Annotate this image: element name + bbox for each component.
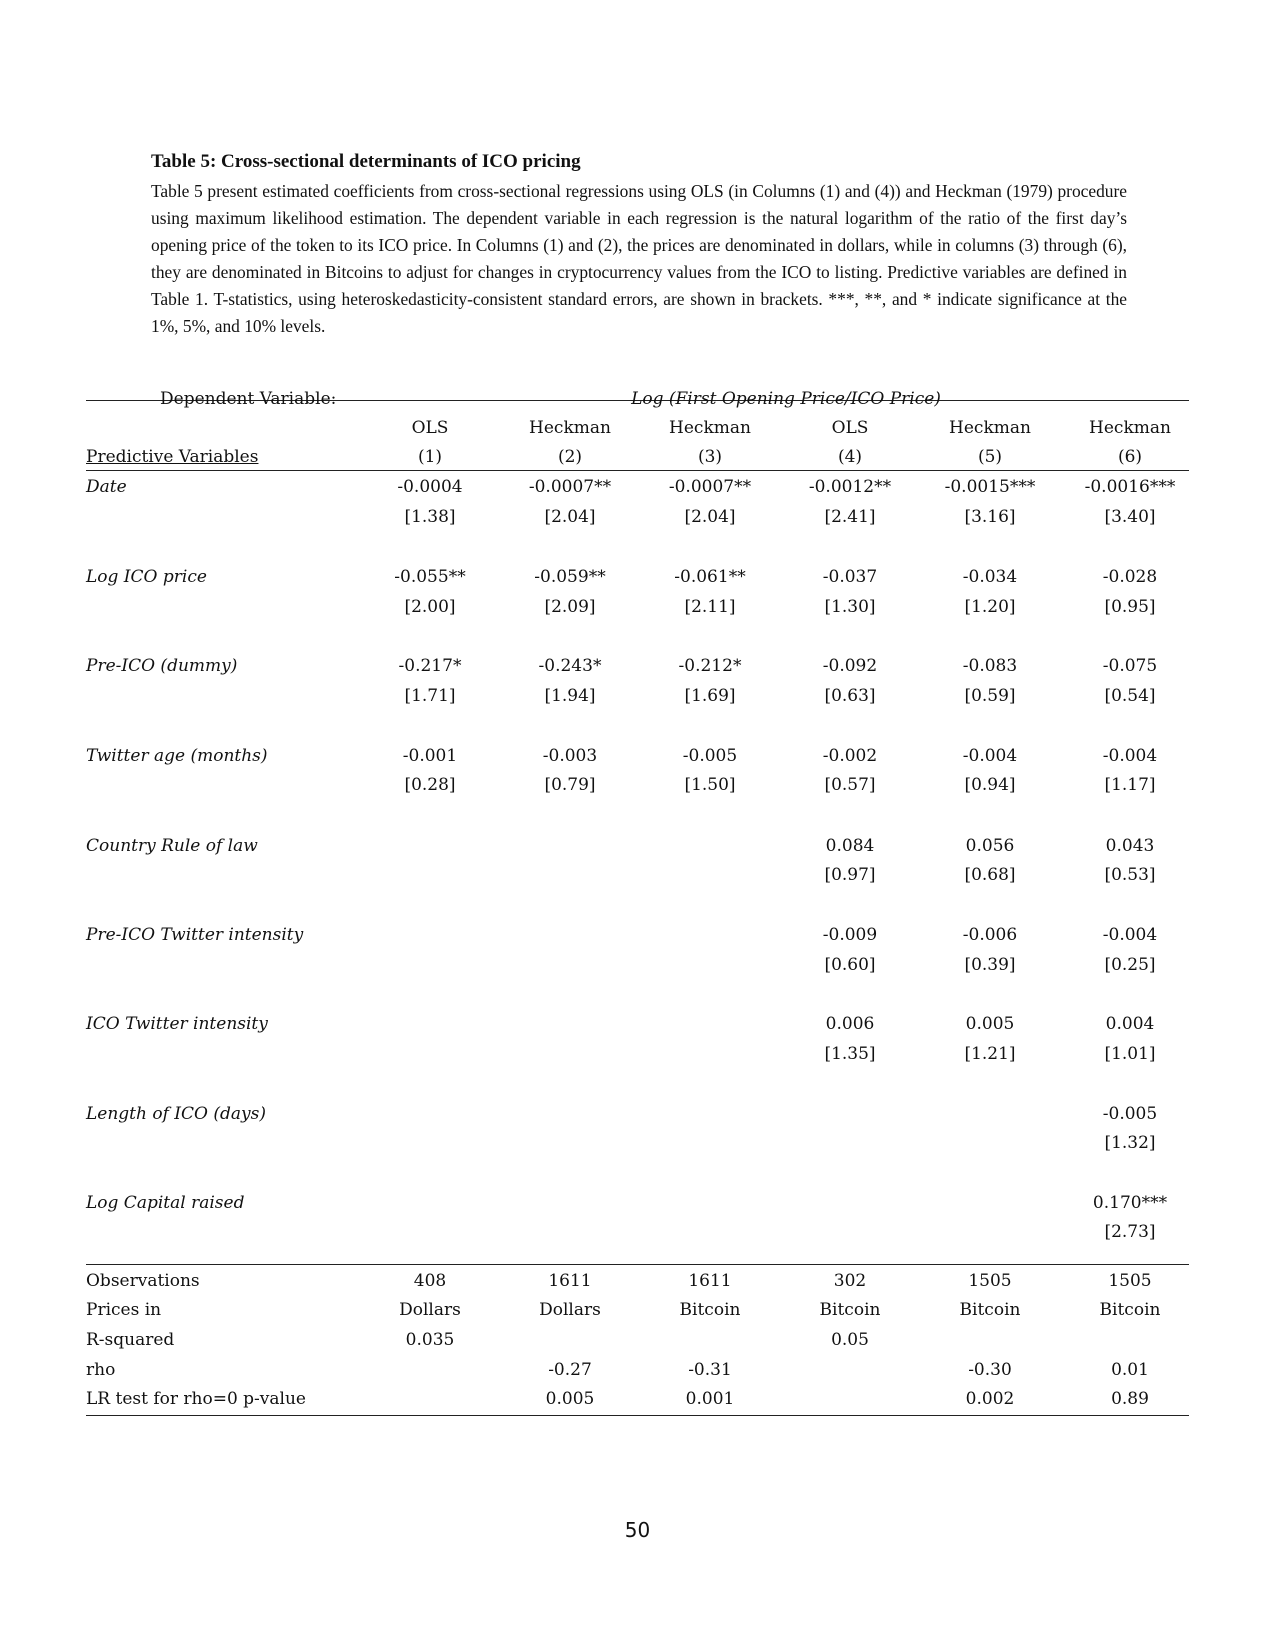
coef-cell: 0.084 [825,836,875,856]
stat-cell: 1505 [968,1271,1012,1291]
variable-label: Country Rule of law [86,836,258,856]
coef-cell: -0.083 [962,656,1018,676]
coef-cell: -0.059** [534,567,606,587]
bottom-rule [86,1415,1189,1416]
stat-cell: Dollars [539,1300,601,1320]
column-number: (3) [697,447,723,467]
column-number: (5) [977,447,1003,467]
stats-row [86,1295,1189,1325]
coef-cell: -0.002 [822,746,878,766]
stat-cell: Bitcoin [819,1300,881,1320]
variable-label: Length of ICO (days) [86,1104,266,1124]
variable-label: Log ICO price [86,567,207,587]
coef-row [86,920,1189,950]
coef-row [86,1009,1189,1039]
stat-cell: 0.002 [965,1389,1015,1409]
dep-var-title: Log (First Opening Price/ICO Price) [631,389,941,409]
tstat-row [86,502,1189,532]
coef-cell: -0.0004 [397,477,463,497]
coef-cell: -0.009 [822,925,878,945]
variable-label: Pre-ICO Twitter intensity [86,925,304,945]
stat-cell: 0.05 [831,1330,869,1350]
stat-label: Prices in [86,1300,162,1320]
stat-cell: 302 [833,1271,867,1291]
coef-row [86,562,1189,592]
tstat-row [86,1039,1189,1069]
coef-cell: -0.005 [1102,1104,1158,1124]
tstat-cell: [2.04] [684,507,736,527]
coef-cell: -0.006 [962,925,1018,945]
stats-row [86,1266,1189,1296]
stat-cell: 1505 [1108,1271,1152,1291]
stat-label: Observations [86,1271,200,1291]
coef-cell: -0.005 [682,746,738,766]
coef-cell: -0.0016*** [1084,477,1176,497]
stat-cell: 1611 [688,1271,732,1291]
coef-cell: -0.037 [822,567,878,587]
coef-cell: -0.243* [538,656,602,676]
coef-cell: -0.0012** [808,477,892,497]
stat-cell: Bitcoin [1099,1300,1161,1320]
table-description: Table 5 present estimated coefficients from cross-sectional regressions using OLS (in Columns (1) and (4)) and Heckman (1979) procedure using maximum likelihood estimation. The dependent variable in each regression is the natural logarithm of the ratio of the first day’s opening price of the token to its ICO price. In Columns (1) and (2), the prices are denominated in dollars, while in columns (3) through (6), they are denominated in Bitcoins to adjust for changes in cryptocurrency values from the ICO to listing. Predictive variables are defined in Table 1. T-statistics, using heteroskedasticity-consistent standard errors, are shown in brackets. ***, **, and * indicate significance at the 1%, 5%, and 10% levels. [151,181,1127,336]
method-header: Heckman [949,418,1031,438]
tstat-cell: [3.16] [964,507,1016,527]
coef-cell: 0.170*** [1092,1193,1168,1213]
column-number: (4) [837,447,863,467]
tstat-cell: [1.94] [544,686,596,706]
tstat-row [86,1217,1189,1247]
coef-cell: -0.0015*** [944,477,1036,497]
tstat-cell: [1.71] [404,686,456,706]
method-header: OLS [831,418,869,438]
stat-cell: Dollars [399,1300,461,1320]
tstat-cell: [1.69] [684,686,736,706]
tstat-cell: [0.59] [964,686,1016,706]
stat-cell: -0.27 [548,1360,592,1380]
coef-row [86,741,1189,771]
coef-cell: -0.004 [1102,925,1158,945]
tstat-cell: [2.73] [1104,1222,1156,1242]
coef-cell: -0.004 [962,746,1018,766]
tstat-row [86,950,1189,980]
tstat-row [86,681,1189,711]
coef-cell: 0.006 [825,1014,875,1034]
tstat-cell: [2.04] [544,507,596,527]
stats-row [86,1384,1189,1414]
stat-cell: Bitcoin [679,1300,741,1320]
coef-cell: -0.061** [674,567,746,587]
stats-row [86,1355,1189,1385]
column-number-row [86,442,1189,472]
variable-label: Date [86,477,127,497]
stat-cell: 0.035 [405,1330,455,1350]
tstat-cell: [0.95] [1104,597,1156,617]
tstat-cell: [0.39] [964,955,1016,975]
tstat-cell: [1.35] [824,1044,876,1064]
stat-cell: -0.31 [688,1360,732,1380]
coef-cell: 0.005 [965,1014,1015,1034]
table-caption [151,150,1127,340]
header-rule [86,470,1189,471]
tstat-cell: [1.50] [684,775,736,795]
method-header: Heckman [1089,418,1171,438]
tstat-cell: [2.41] [824,507,876,527]
dep-var-label: Dependent Variable: [160,389,337,409]
coef-cell: -0.034 [962,567,1018,587]
tstat-cell: [0.53] [1104,865,1156,885]
tstat-cell: [0.94] [964,775,1016,795]
tstat-cell: [1.01] [1104,1044,1156,1064]
stat-cell: 0.005 [545,1389,595,1409]
variable-label: Pre-ICO (dummy) [86,656,238,676]
tstat-row [86,592,1189,622]
coef-cell: 0.004 [1105,1014,1155,1034]
coef-cell: 0.043 [1105,836,1155,856]
stat-cell: -0.30 [968,1360,1012,1380]
coef-row [86,1099,1189,1129]
column-number: (6) [1117,447,1143,467]
page-number: 50 [624,1518,651,1542]
coef-cell: -0.0007** [668,477,752,497]
coef-row [86,831,1189,861]
coef-cell: -0.028 [1102,567,1158,587]
method-row [86,413,1189,443]
tstat-cell: [0.97] [824,865,876,885]
table-title: Table 5: Cross-sectional determinants of ICO pricing [151,151,581,172]
tstat-cell: [0.60] [824,955,876,975]
tstat-cell: [0.54] [1104,686,1156,706]
tstat-cell: [0.79] [544,775,596,795]
method-header: OLS [411,418,449,438]
coef-cell: 0.056 [965,836,1015,856]
stat-cell: 0.01 [1111,1360,1149,1380]
coef-cell: -0.092 [822,656,878,676]
coef-row [86,651,1189,681]
tstat-row [86,770,1189,800]
stats-rule [86,1264,1189,1265]
tstat-cell: [0.68] [964,865,1016,885]
stat-label: rho [86,1360,116,1380]
predictive-variables-header: Predictive Variables [86,447,259,467]
stat-label: R-squared [86,1330,175,1350]
coef-row [86,472,1189,502]
coef-cell: -0.055** [394,567,466,587]
tstat-cell: [0.63] [824,686,876,706]
tstat-cell: [1.32] [1104,1133,1156,1153]
stat-cell: 0.001 [685,1389,735,1409]
tstat-row [86,1128,1189,1158]
coef-cell: -0.075 [1102,656,1158,676]
variable-label: Log Capital raised [86,1193,245,1213]
tstat-row [86,860,1189,890]
tstat-cell: [0.57] [824,775,876,795]
stat-cell: 1611 [548,1271,592,1291]
coef-row [86,1188,1189,1218]
column-number: (1) [417,447,443,467]
dep-var-row [86,384,1189,414]
method-header: Heckman [529,418,611,438]
coef-cell: -0.004 [1102,746,1158,766]
coef-cell: -0.217* [398,656,462,676]
stats-row [86,1325,1189,1355]
tstat-cell: [3.40] [1104,507,1156,527]
tstat-cell: [2.00] [404,597,456,617]
tstat-cell: [2.09] [544,597,596,617]
tstat-cell: [0.28] [404,775,456,795]
method-header: Heckman [669,418,751,438]
variable-label: ICO Twitter intensity [86,1014,268,1034]
tstat-cell: [0.25] [1104,955,1156,975]
coef-cell: -0.212* [678,656,742,676]
column-number: (2) [557,447,583,467]
stat-label: LR test for rho=0 p-value [86,1389,306,1409]
tstat-cell: [1.20] [964,597,1016,617]
variable-label: Twitter age (months) [86,746,268,766]
tstat-cell: [1.38] [404,507,456,527]
coef-cell: -0.003 [542,746,598,766]
tstat-cell: [1.21] [964,1044,1016,1064]
stat-cell: 408 [413,1271,447,1291]
stat-cell: 0.89 [1111,1389,1149,1409]
tstat-cell: [1.17] [1104,775,1156,795]
coef-cell: -0.0007** [528,477,612,497]
tstat-cell: [2.11] [684,597,736,617]
coef-cell: -0.001 [402,746,458,766]
tstat-cell: [1.30] [824,597,876,617]
stat-cell: Bitcoin [959,1300,1021,1320]
